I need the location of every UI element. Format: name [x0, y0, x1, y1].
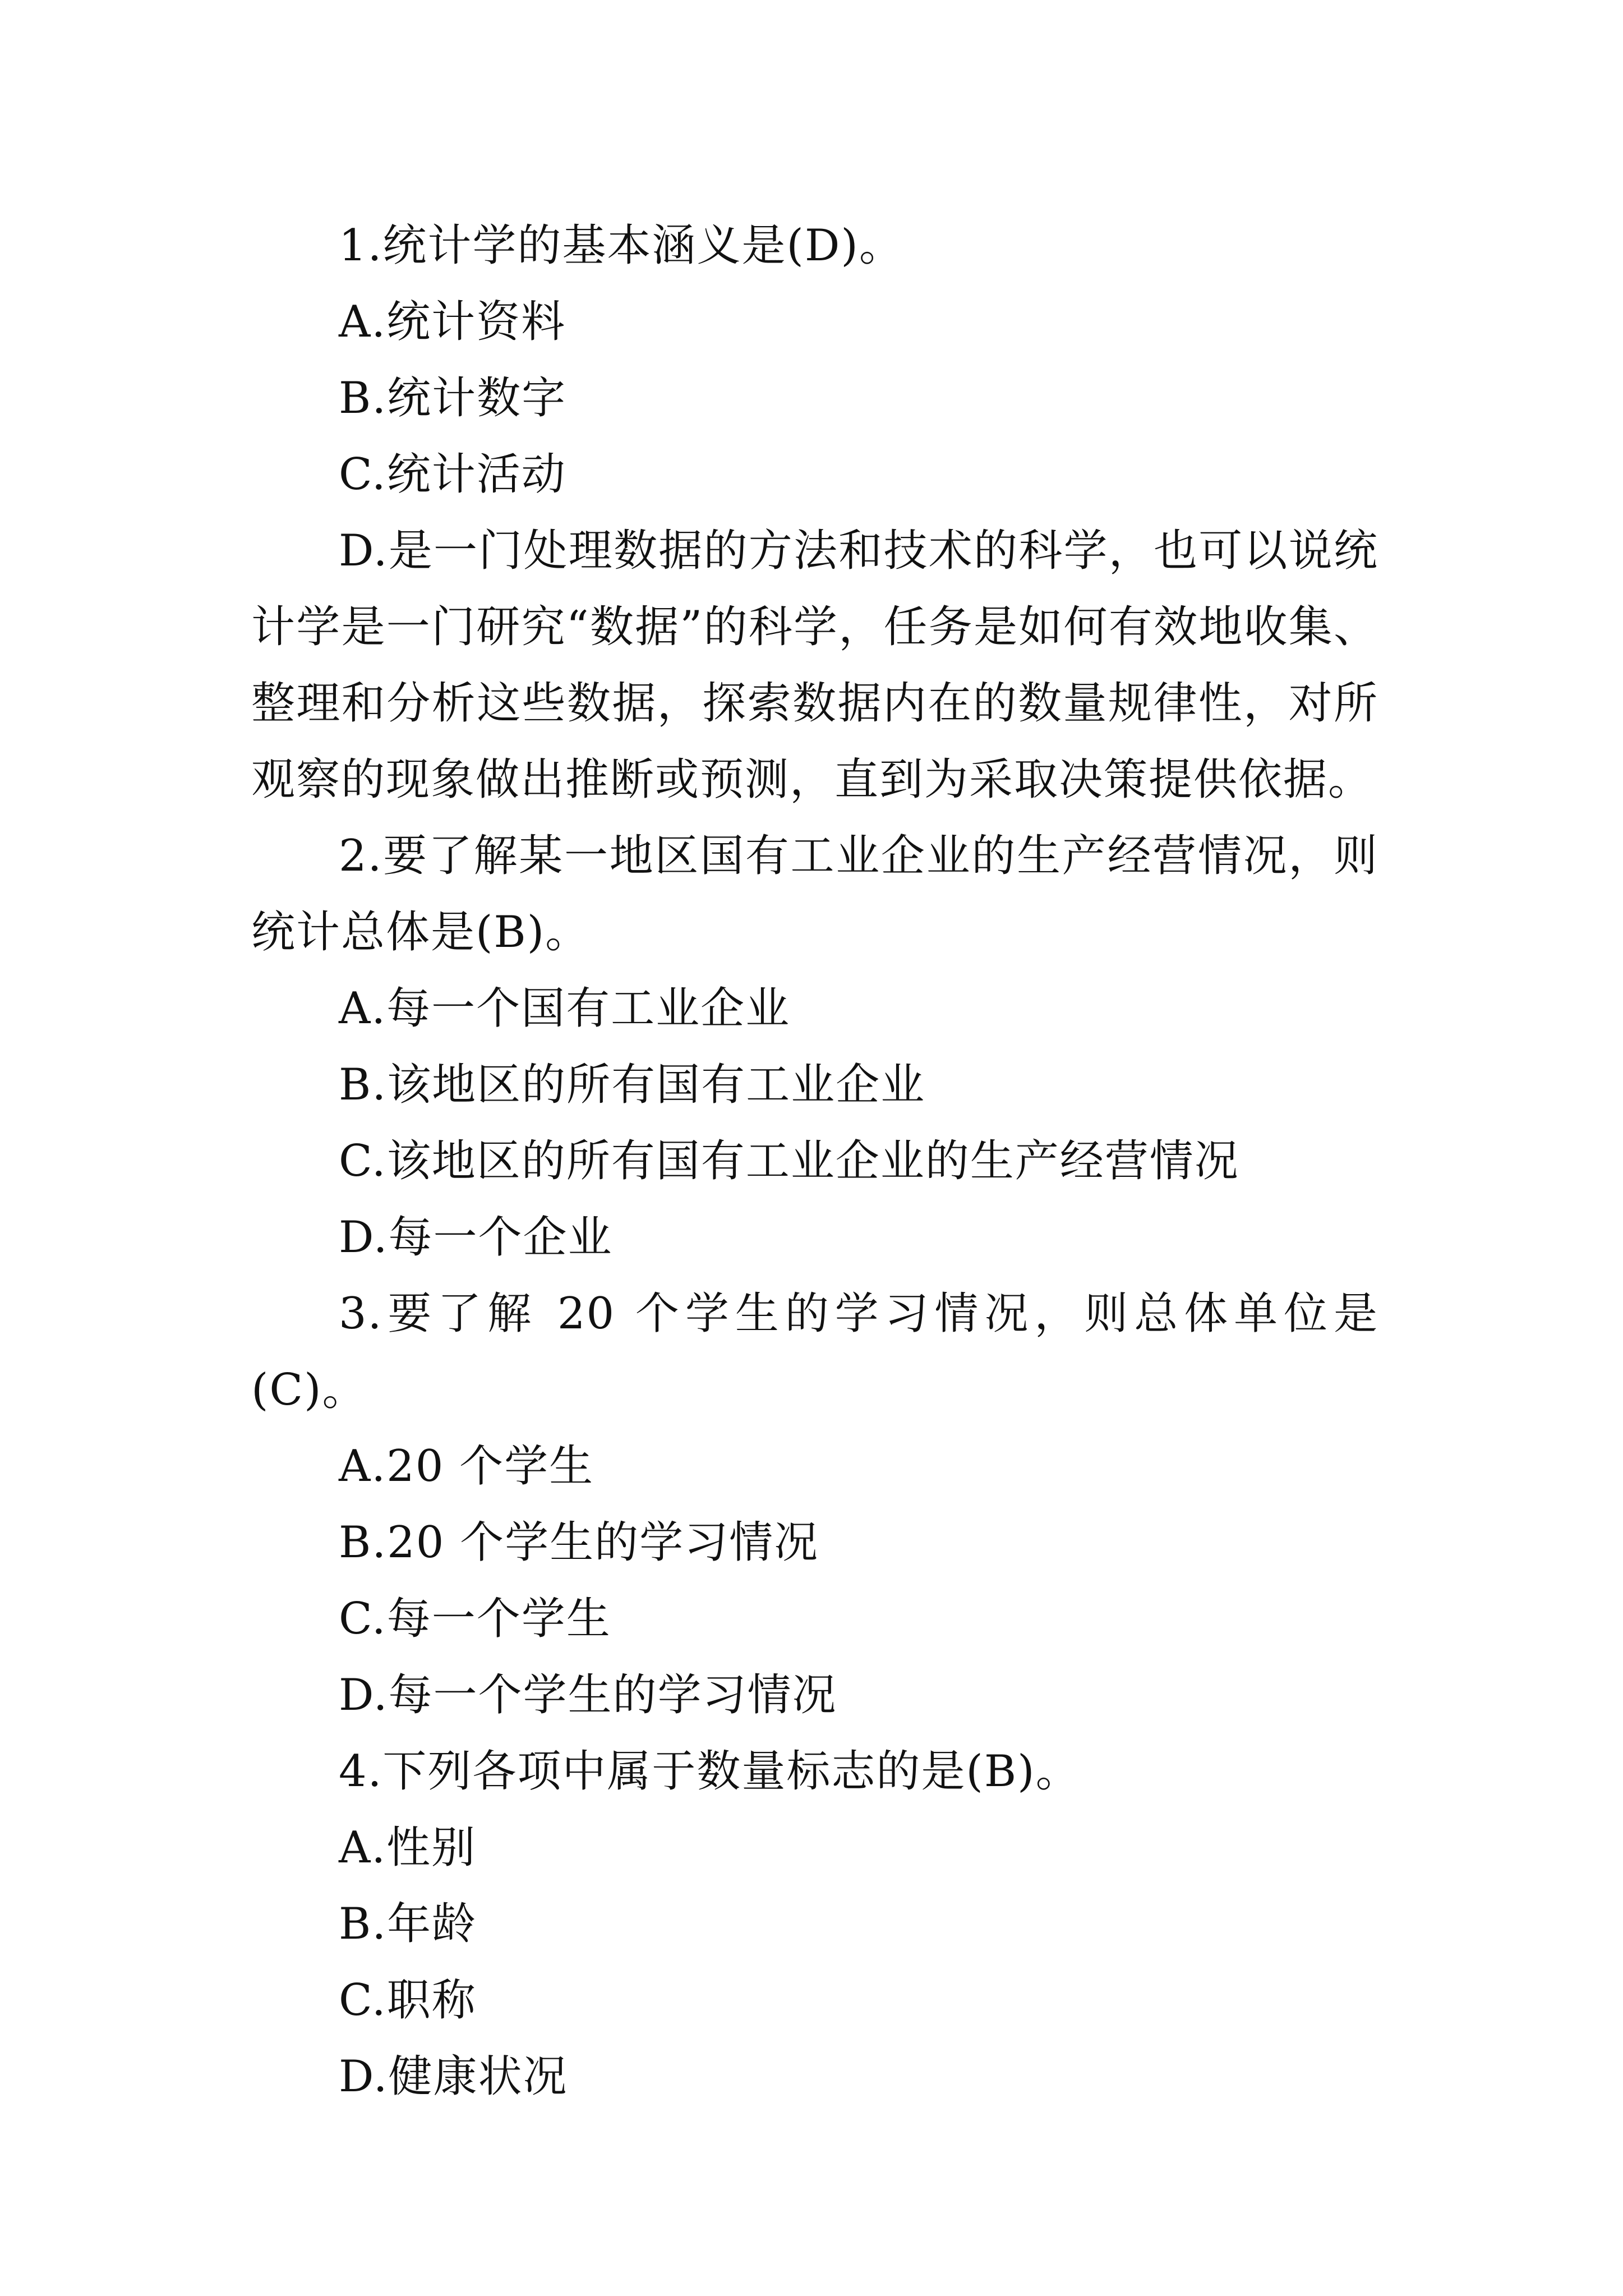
question-3 — [251, 1276, 1378, 1733]
option-a: A.每一个国有工业企业 — [339, 983, 791, 1034]
question-stem: 1.统计学的基本涵义是(D)。 — [339, 220, 904, 271]
option-a: A.统计资料 — [339, 297, 566, 347]
question-1 — [251, 208, 1378, 818]
option-c: C.统计活动 — [339, 449, 566, 500]
option-b: B.年龄 — [339, 1899, 477, 1949]
option-a: A.性别 — [339, 1823, 477, 1873]
option-d: D.是一门处理数据的方法和技术的科学，也可以说统计学是一门研究“数据”的科学，任务是如何有效地收集、整理和分析这些数据，探索数据内在的数量规律性，对所观察的现象做出推断或预测，直到为采取决策提供依据。 — [251, 526, 1378, 805]
option-d: D.每一个学生的学习情况 — [339, 1670, 837, 1720]
option-c: C.职称 — [339, 1975, 477, 2026]
option-a: A.20 个学生 — [339, 1441, 594, 1492]
option-c: C.每一个学生 — [339, 1594, 611, 1644]
document-body — [251, 208, 1378, 2115]
question-stem: 2.要了解某一地区国有工业企业的生产经营情况，则统计总体是(B)。 — [251, 831, 1378, 958]
question-2 — [251, 818, 1378, 1276]
option-d: D.每一个企业 — [339, 1212, 613, 1263]
question-stem: 3.要了解 20 个学生的学习情况，则总体单位是(C)。 — [251, 1289, 1378, 1415]
option-c: C.该地区的所有国有工业企业的生产经营情况 — [339, 1136, 1239, 1186]
option-b: B.统计数字 — [339, 373, 567, 424]
option-d: D.健康状况 — [339, 2051, 568, 2102]
question-4 — [251, 1733, 1378, 2115]
question-stem: 4.下列各项中属于数量标志的是(B)。 — [339, 1746, 1081, 1797]
option-b: B.20 个学生的学习情况 — [339, 1517, 819, 1568]
option-b: B.该地区的所有国有工业企业 — [339, 1060, 926, 1110]
